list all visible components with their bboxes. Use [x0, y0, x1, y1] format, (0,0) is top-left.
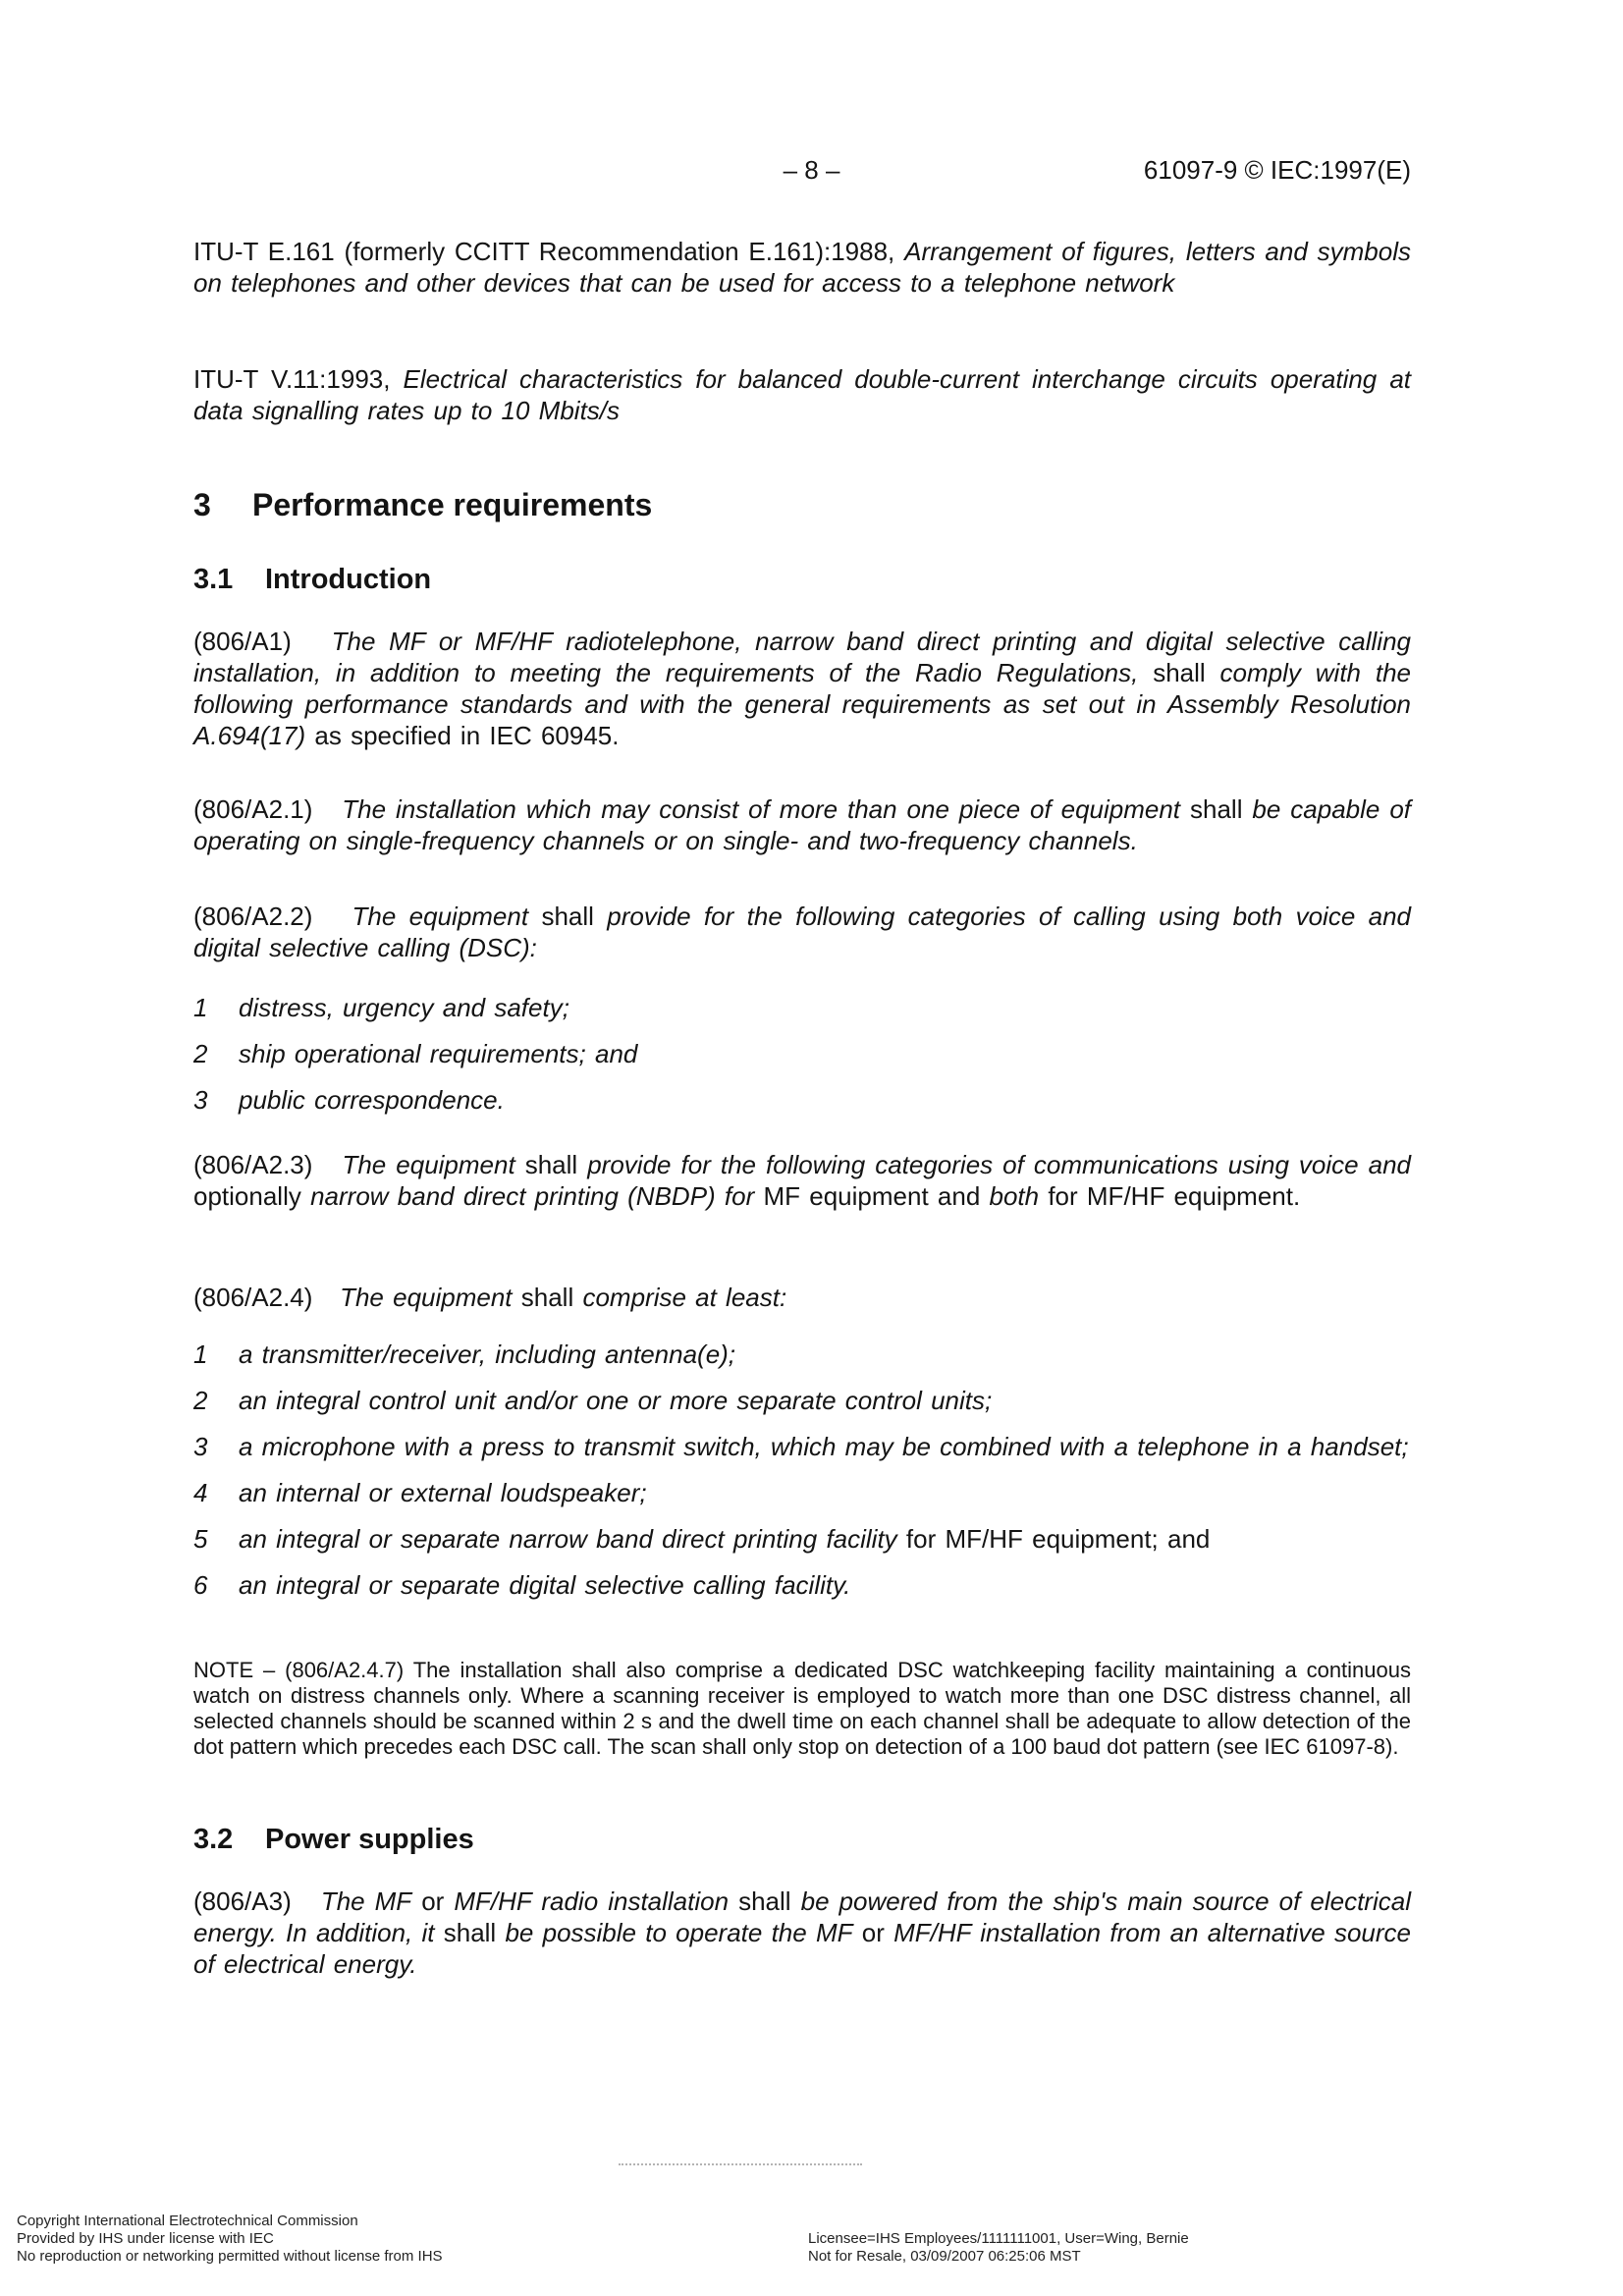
list-item: [193, 1477, 1411, 1508]
list-item-number: 1: [193, 993, 208, 1022]
list-item: [193, 1523, 1411, 1555]
document-reference: 61097-9 © IEC:1997(E): [1143, 155, 1411, 185]
list-item-text: an integral control unit and/or one or more separate control units;: [239, 1386, 993, 1415]
section-heading-3-1: [193, 563, 1411, 596]
footer-line: No reproduction or networking permitted without license from IHS: [17, 2248, 443, 2265]
paragraph-806-a1: (806/A1) The MF or MF/HF radiotelephone, narrow band direct printing and digital selective calling installation, in addition to meeting the requirements of the Radio Regulations, shall comply with the following performance standards and with the general requirements as set out in Assembly Resolution A.694(17) as specified in IEC 60945.: [193, 627, 1412, 750]
section-title: Power supplies: [265, 1824, 474, 1855]
section-title: Performance requirements: [252, 487, 653, 522]
footer-line: Copyright International Electrotechnical Commission: [17, 2213, 358, 2229]
section-number: 3.1: [193, 564, 234, 595]
list-item-text: an integral or separate narrow band direct printing facility for MF/HF equipment; and: [239, 1524, 1211, 1554]
section-heading-3: [193, 486, 1411, 523]
list-item-number: 2: [193, 1039, 208, 1068]
list-item-text: a microphone with a press to transmit switch, which may be combined with a telephone in a handset;: [239, 1432, 1409, 1461]
list-equipment-items: [193, 1339, 1411, 1615]
list-item: [193, 1038, 1411, 1069]
section-number: 3.2: [193, 1824, 234, 1855]
list-item: [193, 992, 1411, 1023]
section-title: Introduction: [265, 564, 432, 595]
paragraph-806-a2-1: (806/A2.1) The installation which may consist of more than one piece of equipment shall be capable of operating on single-frequency channels or on single- and two-frequency channels.: [193, 794, 1412, 855]
list-item-number: 2: [193, 1386, 208, 1415]
footer-copyright-block: [17, 2213, 443, 2266]
list-item: [193, 1431, 1411, 1462]
scan-noise-artifact: [619, 2163, 862, 2165]
reference-paragraph-itu-v11: ITU-T V.11:1993, Electrical characteristics for balanced double-current interchange circuits operating at data signalling rates up to 10 Mbits/s: [193, 364, 1412, 425]
list-item-text: ship operational requirements; and: [239, 1039, 638, 1068]
reference-paragraph-itu-e161: ITU-T E.161 (formerly CCITT Recommendation E.161):1988, Arrangement of figures, letters and symbols on telephones and other devices that can be used for access to a telephone network: [193, 237, 1411, 298]
list-item-number: 5: [193, 1524, 208, 1554]
note-806-a2-4-7: NOTE – (806/A2.4.7) The installation shall also comprise a dedicated DSC watchkeeping facility maintaining a continuous watch on distress channels only. Where a scanning receiver is employed to watch more than one DSC distress channel, all selected channels should be scanned within 2 s and the dwell time on each channel shall be adequate to allow detection of the dot pattern which precedes each DSC call. The scan shall only stop on detection of a 100 baud dot pattern (see IEC 61097-8).: [193, 1658, 1411, 1759]
list-item: [193, 1339, 1411, 1370]
list-item-text: an internal or external loudspeaker;: [239, 1478, 647, 1507]
list-item-text: public correspondence.: [239, 1085, 505, 1115]
list-item-number: 4: [193, 1478, 208, 1507]
paragraph-806-a2-4: (806/A2.4) The equipment shall comprise at least:: [193, 1283, 787, 1312]
list-item: [193, 1084, 1411, 1116]
list-calling-categories: [193, 992, 1411, 1130]
list-item: [193, 1569, 1411, 1601]
section-number: 3: [193, 487, 211, 522]
paragraph-806-a2-3: (806/A2.3) The equipment shall provide for the following categories of communications using voice and optionally narrow band direct printing (NBDP) for MF equipment and both for MF/HF equipment.: [193, 1150, 1412, 1211]
list-item-number: 3: [193, 1085, 208, 1115]
list-item: [193, 1385, 1411, 1416]
list-item-text: an integral or separate digital selective calling facility.: [239, 1570, 851, 1600]
list-item-number: 3: [193, 1432, 208, 1461]
list-item-number: 1: [193, 1339, 208, 1369]
list-item-text: distress, urgency and safety;: [239, 993, 569, 1022]
page-number: – 8 –: [783, 155, 840, 185]
section-heading-3-2: [193, 1823, 1411, 1856]
footer-line: Provided by IHS under license with IEC: [17, 2230, 274, 2247]
paragraph-806-a2-2: (806/A2.2) The equipment shall provide for the following categories of calling using both voice and digital selective calling (DSC):: [193, 902, 1412, 962]
list-item-number: 6: [193, 1570, 208, 1600]
footer-line: Licensee=IHS Employees/1111111001, User=Wing, Bernie: [808, 2230, 1189, 2247]
paragraph-806-a3: (806/A3) The MF or MF/HF radio installation shall be powered from the ship's main source of electrical energy. In addition, it shall be possible to operate the MF or MF/HF installation from an alternative source of electrical energy.: [193, 1886, 1411, 1979]
footer-line: Not for Resale, 03/09/2007 06:25:06 MST: [808, 2248, 1081, 2265]
footer-license-block: [808, 2230, 1189, 2266]
list-item-text: a transmitter/receiver, including antenna(e);: [239, 1339, 736, 1369]
